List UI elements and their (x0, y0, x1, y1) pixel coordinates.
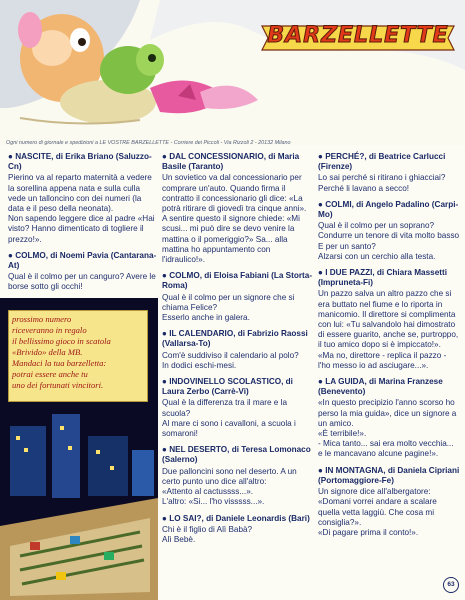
joke-body (318, 398, 460, 459)
promo-text (12, 314, 144, 391)
joke-body (162, 398, 314, 439)
joke-text: «Domani vorrei andare a scalare quella vetta laggiù. Che cosa mi consiglia?». (318, 497, 437, 527)
joke-title: ● COLMO, di Noemi Pavia (Cantarana-At) (8, 250, 157, 271)
joke-item (318, 268, 460, 371)
joke-body (8, 173, 158, 244)
joke-title: ● I DUE PAZZI, di Chiara Massetti (Impruneta-Fi) (318, 268, 447, 288)
joke-item (318, 152, 460, 194)
joke-body (318, 487, 460, 538)
joke-text: Com'è suddiviso il calendario al polo? (162, 350, 299, 360)
promo-line: riceveranno in regalo (12, 325, 87, 335)
joke-body (162, 293, 314, 324)
promo-box (0, 298, 158, 600)
joke-text: Alzarsi con un cerchio alla testa. (318, 251, 436, 261)
joke-body (162, 467, 314, 508)
joke-title: ● INDOVINELLO SCOLASTICO, di Laura Zerbo (Carrè-Vi) (162, 377, 293, 397)
joke-body (162, 525, 314, 545)
joke-text: E per un santo? (318, 241, 376, 251)
joke-item (318, 200, 460, 262)
joke-text: Due palloncini sono nel deserto. A un certo punto uno dice all'altro: (162, 466, 297, 486)
column-3 (318, 152, 460, 544)
joke-body (162, 351, 314, 371)
joke-text: In dodici eschi-mesi. (162, 360, 237, 370)
joke-title: ● IN MONTAGNA, di Daniela Cipriani (Portomaggiore-Fe) (318, 465, 460, 485)
joke-title: ● LA GUIDA, di Marina Franzese (Benevento) (318, 377, 443, 397)
joke-item (162, 329, 314, 371)
joke-text: Non sapendo leggere dice al padre «Hai visto? Hanno dimenticato di togliere il prezzo!». (8, 214, 155, 244)
promo-line: il bellissimo gioco in scatola (12, 336, 111, 346)
promo-line: potrai essere anche tu (12, 369, 88, 379)
joke-text: Lo sai perché si ritirano i ghiacciai? (318, 173, 446, 183)
joke-text: Perché li lavano a secco! (318, 183, 410, 193)
joke-text: L'altro: «Si... l'ho visssss...». (162, 497, 265, 507)
joke-text: Pierino va al reparto maternità a vedere la sorellina appena nata e sulla culla vede un talloncino con dei numeri (la data e il peso della neonata). (8, 173, 152, 214)
board-game-image (0, 406, 158, 600)
joke-text: Chi è il figlio di Alì Babà? (162, 524, 253, 534)
joke-title: ● NASCITE, di Erika Briano (Saluzzo-Cn) (8, 152, 152, 172)
joke-text: Un signore dice all'albergatore: (318, 487, 431, 497)
joke-text: Qual è la differenza tra il mare e la scuola? (162, 398, 287, 418)
promo-line: Mandaci la tua barzelletta: (12, 358, 107, 368)
joke-item (162, 377, 314, 439)
joke-text: Un pazzo salva un altro pazzo che si era buttato nel fiume e lo riporta in manicomio. Il direttore si complimenta con lui: «Tu salvandolo hai dimostrato di essere guarito, anche se, purtroppo, il tuo amico dopo si è impiccato!». (318, 289, 459, 350)
joke-title: ● PERCHÉ?, di Beatrice Carlucci (Firenze) (318, 152, 446, 172)
joke-text: Esserlo anche in galera. (162, 313, 250, 323)
joke-item (318, 466, 460, 538)
joke-item (318, 377, 460, 460)
joke-item (162, 271, 314, 323)
joke-text: «Attento al cactussss...». (162, 487, 254, 497)
joke-body (162, 173, 314, 265)
joke-item (162, 445, 314, 507)
promo-line: uno dei fortunati vincitori. (12, 380, 104, 390)
joke-text: Qual è il colmo per un soprano? Condurre un tenore di vita molto basso (318, 221, 460, 241)
joke-body (8, 272, 158, 292)
joke-title: ● LO SAI?, di Daniele Leonardis (Bari) (162, 513, 310, 523)
joke-body (318, 289, 460, 371)
column-1 (8, 152, 158, 299)
joke-text: A sentire questo il signore chiede: «Mi scusi... mi può dire se devo venire la mattina o il pomeriggio?» Sa... alla mattina ho appuntamento con l'idraulico!». (162, 214, 300, 265)
joke-body (318, 221, 460, 262)
joke-title: ● NEL DESERTO, di Teresa Lomonaco (Salerno) (162, 445, 311, 465)
page-title: BARZELLETTE (267, 23, 449, 48)
joke-text: Alì Bebè. (162, 534, 196, 544)
joke-text: Un sovietico va dal concessionario per comprare un'auto. Quando firma il contratto il concessionario gli dice: «La potrà ritirare di giovedì tra cinque anni». (162, 173, 307, 214)
joke-item (162, 514, 314, 546)
joke-title: ● COLMI, di Angelo Padalino (Carpi-Mo) (318, 199, 459, 220)
page-number: 63 (443, 577, 459, 593)
submission-address: Ogni numero di giornale e spedizioni a LE VOSTRE BARZELLETTE - Corriere dei Piccoli - Via Rizzoli 2 - 20132 Milano (6, 140, 291, 146)
joke-item (8, 152, 158, 245)
joke-text: Qual è il colmo per un canguro? Avere le borse sotto gli occhi! (8, 272, 156, 292)
promo-line: prossimo numero (12, 314, 72, 324)
joke-text: Qual è il colmo per un signore che si chiama Felice? (162, 292, 295, 312)
joke-text: «È terribile!». (318, 429, 367, 439)
joke-text: «Di pagare prima il conto!». (318, 527, 419, 537)
joke-title: ● IL CALENDARIO, di Fabrizio Raossi (Vallarsa-To) (162, 329, 308, 349)
joke-body (318, 173, 460, 193)
joke-text: «In questo precipizio l'anno scorso ho perso la mia guida», dice un signore a un amico. (318, 398, 457, 428)
column-2 (162, 152, 314, 551)
joke-text: Al mare ci sono i cavalloni, a scuola i somaroni! (162, 418, 296, 439)
joke-text: - Mica tanto... sai era molto vecchia... e le mancavano alcune pagine!». (318, 439, 454, 459)
promo-line: «Brivido» della MB. (12, 347, 83, 357)
joke-title: ● COLMO, di Eloisa Fabiani (La Storta-Roma) (162, 271, 313, 291)
joke-item (162, 152, 314, 265)
joke-title: ● DAL CONCESSIONARIO, di Maria Basile (Taranto) (162, 152, 300, 172)
joke-text: «Ma no, direttore - replica il pazzo - l'ho messo io ad asciugare...». (318, 350, 447, 370)
joke-item (8, 251, 158, 293)
